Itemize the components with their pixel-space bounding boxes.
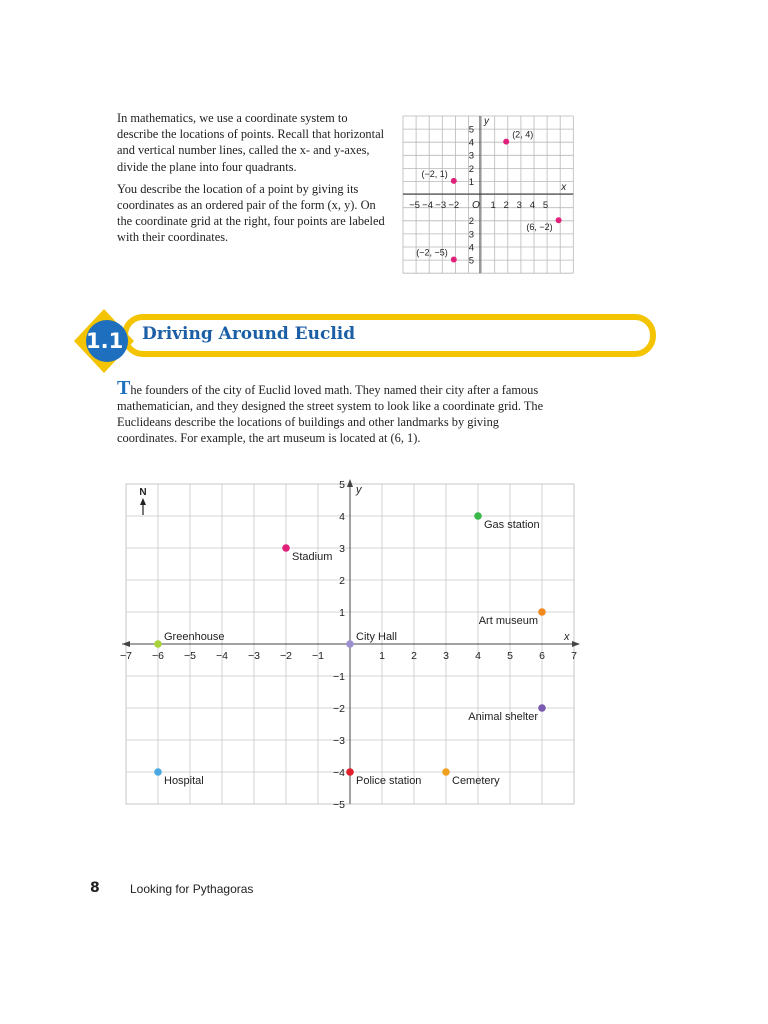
compass-north-label: N — [139, 487, 147, 498]
origin-label: O — [472, 200, 480, 211]
story-dropcap: T — [117, 377, 131, 399]
small-grid-point — [451, 178, 457, 184]
landmark-point — [474, 512, 482, 520]
y-axis-arrow — [347, 479, 353, 487]
y-tick-label: −2 — [333, 703, 345, 715]
intro-text — [117, 110, 385, 252]
landmark-label: Police station — [356, 775, 422, 787]
x-tick-label: 1 — [490, 200, 496, 211]
landmark-label: Stadium — [292, 551, 333, 563]
x-axis-arrow — [572, 641, 580, 647]
y-tick-label: 3 — [339, 543, 345, 555]
x-tick-label: 1 — [379, 650, 385, 662]
x-tick-label: −4 — [216, 650, 228, 662]
small-grid-point — [556, 217, 562, 223]
x-tick-label: −5 — [184, 650, 196, 662]
x-tick-label: −4 — [422, 200, 434, 211]
small-grid-point — [451, 257, 457, 263]
x-tick-label: 4 — [475, 650, 481, 662]
y-tick-label: −1 — [333, 671, 345, 683]
x-tick-label: 2 — [411, 650, 417, 662]
landmark-point — [442, 768, 450, 776]
landmark-label: Greenhouse — [164, 631, 225, 643]
y-tick-label: 5 — [468, 255, 474, 267]
landmark-label: Art museum — [478, 615, 538, 627]
y-tick-label: 1 — [339, 607, 345, 619]
landmark-label: Cemetery — [452, 775, 500, 787]
y-tick-label: −3 — [333, 735, 345, 747]
x-tick-label: 5 — [507, 650, 513, 662]
landmark-point — [346, 640, 354, 648]
y-tick-label: 4 — [339, 511, 345, 523]
y-tick-label: −4 — [333, 767, 345, 779]
y-axis-label: y — [484, 116, 489, 127]
landmark-point — [538, 608, 546, 616]
x-tick-label: −3 — [248, 650, 260, 662]
x-axis-label: x — [561, 182, 567, 193]
landmark-point — [282, 544, 290, 552]
x-tick-label: −5 — [409, 200, 420, 211]
north-arrow-head-icon — [140, 498, 146, 505]
landmark-point — [154, 640, 162, 648]
small-grid-point — [503, 139, 509, 145]
landmark-point — [538, 704, 546, 712]
x-tick-label: −3 — [435, 200, 447, 211]
story-body: he founders of the city of Euclid loved math. They named their city after a famous mathematician, and they designed the street system to look like a coordinate grid. The Euclideans describe the locations of buildings and other landmarks by giving coordinates. For example, the art museum is located at (6, 1). — [117, 383, 544, 445]
x-tick-label: 2 — [503, 200, 509, 211]
landmark-point — [346, 768, 354, 776]
x-tick-label: 6 — [539, 650, 545, 662]
landmark-label: Animal shelter — [468, 711, 538, 723]
y-tick-label: 5 — [339, 479, 345, 491]
x-tick-label: 3 — [443, 650, 449, 662]
x-tick-label: 7 — [571, 650, 577, 662]
y-axis-label: y — [356, 484, 362, 496]
small-grid-tick-labels — [409, 125, 548, 267]
landmark-label: Gas station — [484, 519, 540, 531]
book-title: Looking for Pythagoras — [130, 882, 254, 896]
y-tick-label: 2 — [468, 216, 474, 228]
y-tick-label: 3 — [468, 229, 474, 241]
small-grid-points — [416, 130, 561, 263]
x-tick-label: −2 — [280, 650, 292, 662]
intro-paragraph-2: You describe the location of a point by giving its coordinates as an ordered pair of the form (x, y). On the coordinate grid at the right, four points are labeled with their coordinates. — [117, 181, 385, 245]
landmark-point — [154, 768, 162, 776]
story-text — [117, 377, 547, 446]
x-tick-label: 4 — [529, 200, 536, 211]
x-tick-label: −6 — [152, 650, 164, 662]
x-tick-label: −1 — [312, 650, 324, 662]
x-tick-label: 5 — [542, 200, 549, 211]
y-tick-label: −5 — [333, 799, 345, 811]
x-axis-label: x — [564, 631, 570, 643]
x-tick-label: −2 — [448, 200, 460, 211]
y-tick-label: 2 — [339, 575, 345, 587]
small-grid-point-label: (−2, −5) — [416, 247, 448, 258]
page-number: 8 — [90, 880, 100, 896]
small-grid-point-label: (−2, 1) — [421, 168, 448, 179]
lesson-title: Driving Around Euclid — [142, 324, 356, 344]
euclid-map — [110, 475, 590, 820]
landmark-label: City Hall — [356, 631, 397, 643]
lesson-number: 1.1 — [86, 329, 124, 353]
y-tick-label: 4 — [468, 137, 474, 149]
north-compass — [139, 487, 146, 515]
y-tick-label: 4 — [468, 242, 474, 254]
x-tick-label: −7 — [120, 650, 132, 662]
y-tick-label: 1 — [468, 176, 474, 188]
small-grid-point-label: (6, −2) — [526, 222, 553, 233]
x-tick-label: 3 — [516, 200, 522, 211]
intro-paragraph-1: In mathematics, we use a coordinate system to describe the locations of points. Recall that horizontal and vertical number lines, called the x- and y-axes, divide the plane into four quadrants. — [117, 111, 385, 174]
y-tick-label: 5 — [468, 124, 474, 136]
y-tick-label: 2 — [468, 163, 474, 175]
landmark-label: Hospital — [164, 775, 204, 787]
small-grid-point-label: (2, 4) — [512, 129, 534, 140]
y-tick-label: 3 — [468, 150, 474, 162]
small-coordinate-grid — [395, 108, 575, 283]
